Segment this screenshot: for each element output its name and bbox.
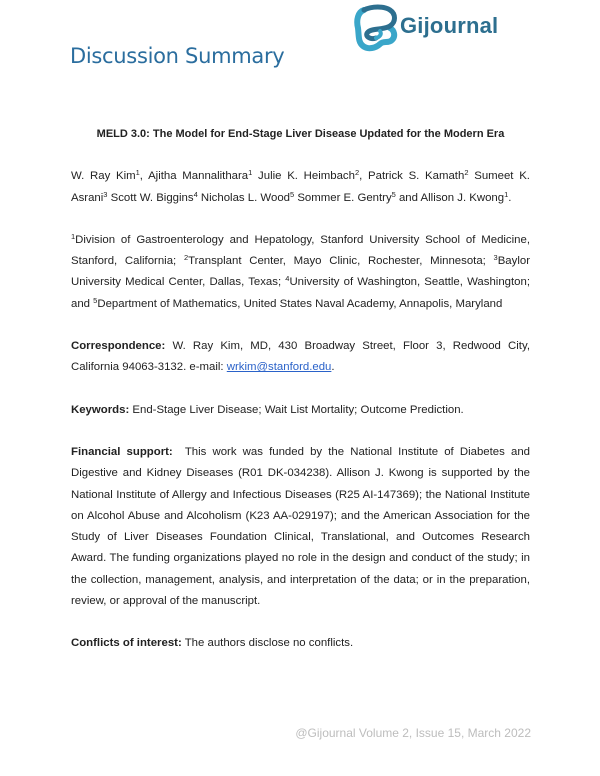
affiliations: $^1$Division of Gastroenterology and Hepatology, Stanford University School of Medicine, Stanford, California; $^2$Transplant Center, Mayo Clinic, Rochester, Minnesota; $^3$Baylor University Medical Center, Dallas, Texas; $^4$University of Washington, Seattle, Washington; and $^5$Department of Mathematics, United States Naval Academy, Annapolis, Maryland [71, 231, 530, 310]
correspondence: Correspondence: W. Ray Kim, MD, 430 Broadway Street, Floor 3, Redwood City, California 94063-3132. e-mail: wrkim@stanford.edu. [71, 340, 530, 374]
author-2: Ajitha Mannalithara$^1$ [148, 168, 253, 183]
author-7: Nicholas L. Wood$^5$ [200, 189, 295, 204]
article-title: MELD 3.0: The Model for End-Stage Liver Disease Updated for the Modern Era [96, 128, 505, 140]
article-body [71, 124, 534, 676]
email-link[interactable]: wrkim@stanford.edu [226, 361, 332, 374]
financial-support: Financial support: This work was funded by the National Institute of Diabetes and Digestive and Kidney Diseases (R01 DK-034238). Allison J. Kwong is supported by the National Institute of Allergy and Infectious Diseases (R25 AI-147369); the National Institute on Alcohol Abuse and Alcoholism (K23 AA-029197); and the American Association for the Study of Liver Diseases Foundation Clinical, Translational, and Outcomes Research Award. The funding organizations played no role in the design and conduct of the study; in the collection, management, analysis, and interpretation of the data; or in the preparation, review, or approval of the manuscript. [71, 445, 534, 608]
conflicts-label: Conflicts of interest: [71, 637, 182, 650]
author-4: Patrick S. Kamath$^2$ [368, 168, 469, 183]
authors-list: W. Ray Kim$^1$, Ajitha Mannalithara$^1$ Julie K. Heimbach$^2$, Patrick S. Kamath$^2$ Sumeet K. Asrani$^3$ Scott W. Biggins$^4$ Nicholas L. Wood$^5$ Sommer E. Gentry$^5$ and Allison J. Kwong$^1$. [71, 168, 530, 204]
author-8: Sommer E. Gentry$^5$ [297, 189, 396, 204]
author-3: Julie K. Heimbach$^2$ [258, 168, 360, 183]
author-5: Sumeet K. Asrani$^3$ [71, 170, 530, 204]
correspondence-label: Correspondence: [71, 340, 166, 353]
logo-text: Gijournal [400, 13, 499, 38]
author-9: Allison J. Kwong$^1$ [420, 189, 509, 204]
keywords: Keywords: End-Stage Liver Disease; Wait List Mortality; Outcome Prediction. [71, 403, 464, 416]
page-heading: Discussion Summary [70, 44, 285, 68]
conflicts-of-interest: Conflicts of interest: The authors disclose no conflicts. [71, 637, 354, 650]
author-6: Scott W. Biggins$^4$ [110, 189, 198, 204]
journal-logo [354, 4, 526, 52]
financial-support-label: Financial support: [71, 445, 173, 458]
intestine-icon [354, 4, 400, 52]
keywords-label: Keywords: [71, 403, 130, 416]
author-1: W. Ray Kim$^1$ [71, 168, 140, 183]
page-footer: @Gijournal Volume 2, Issue 15, March 2022 [295, 726, 531, 740]
